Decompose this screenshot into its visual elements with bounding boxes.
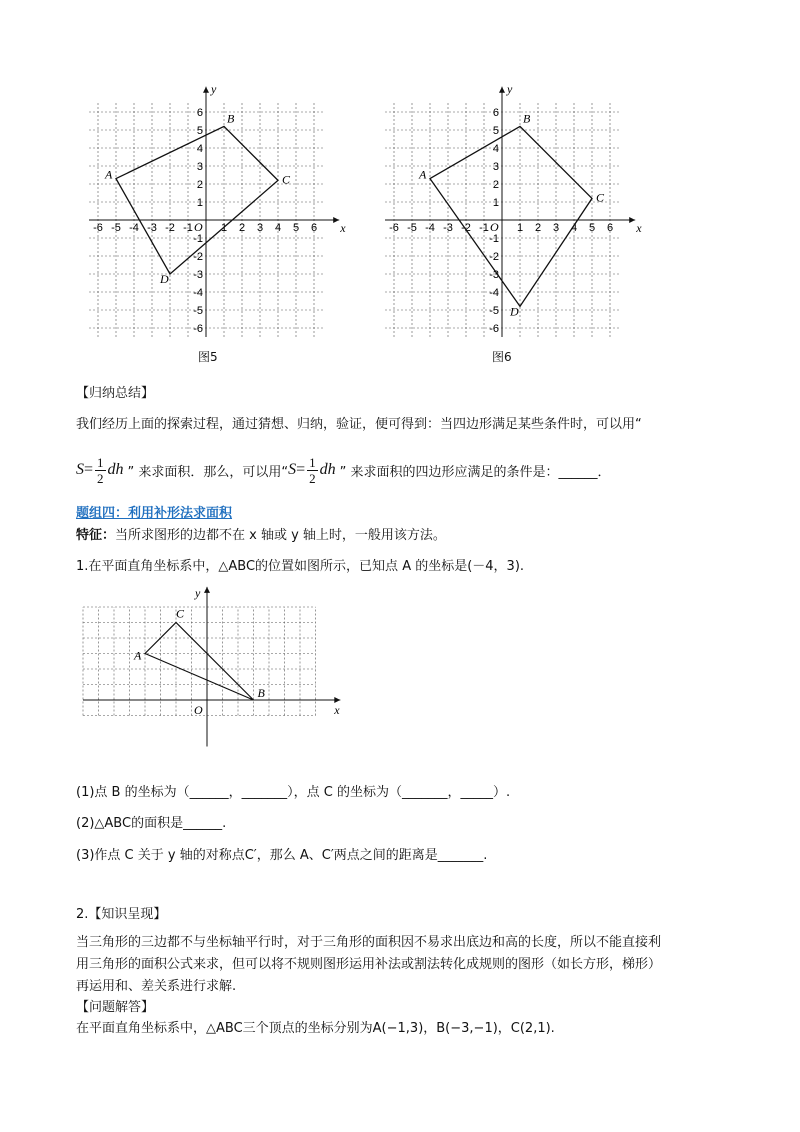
- summary-title: 【归纳总结】: [76, 386, 155, 401]
- x-tick-label: -2: [461, 222, 471, 234]
- vertex-label-a: A: [105, 167, 113, 182]
- x-axis-label: x: [334, 703, 340, 717]
- y-tick-label: 4: [196, 143, 203, 155]
- formula-s-2: S: [288, 461, 297, 478]
- formula-s: S: [76, 461, 84, 478]
- y-tick-label: 3: [196, 161, 203, 173]
- section2-question: 在平面直角坐标系中，△ABC三个顶点的坐标分别为A(−1,3)，B(−3,−1)，C(2,1).: [76, 1021, 555, 1036]
- x-tick-label: 6: [606, 222, 614, 234]
- fraction-numerator: 1: [97, 454, 104, 470]
- y-axis-arrow: [204, 587, 210, 593]
- y-tick-label: 4: [492, 143, 499, 155]
- vertex-label-c: C: [596, 190, 605, 205]
- figure-abc: [72, 578, 362, 753]
- y-tick-label: 5: [492, 125, 499, 137]
- x-tick-label: 3: [552, 222, 560, 234]
- vertex-label-d: D: [510, 304, 519, 319]
- x-tick-label: 3: [256, 222, 264, 234]
- x-tick-label: -6: [389, 222, 399, 234]
- group4-feature: [76, 524, 446, 543]
- x-tick-label: -3: [443, 222, 453, 234]
- y-tick-label: 3: [492, 161, 499, 173]
- x-axis-label: x: [636, 221, 642, 235]
- y-tick-label: -6: [193, 323, 203, 335]
- question-1-3: (3)作点 C 关于 y 轴的对称点C′，那么 A、C′两点之间的距离是_______.: [76, 848, 488, 863]
- grid: [83, 607, 316, 716]
- x-tick-label: 6: [310, 222, 318, 234]
- fraction-denominator-2: 2: [309, 470, 316, 486]
- triangle-abc: [145, 623, 254, 701]
- vertex-label-d: D: [160, 272, 169, 286]
- section2-subtitle: 【问题解答】: [76, 1000, 155, 1015]
- x-tick-label: -6: [93, 222, 103, 234]
- fraction-numerator-2: 1: [309, 454, 316, 470]
- formula-eq-2: =: [296, 461, 306, 478]
- x-tick-label: -2: [165, 222, 175, 234]
- y-axis-label: y: [195, 585, 201, 600]
- y-tick-label: -1: [193, 233, 203, 245]
- x-tick-label: -1: [479, 222, 489, 234]
- y-axis-label: y: [211, 81, 217, 96]
- quadrilateral: [430, 126, 592, 306]
- x-axis-arrow: [333, 217, 339, 223]
- x-tick-label: 2: [534, 222, 542, 234]
- x-tick-label: 1: [220, 222, 228, 234]
- y-tick-label: -6: [489, 323, 499, 335]
- formula-fraction: [95, 455, 106, 486]
- y-tick-label: 2: [492, 179, 499, 191]
- y-tick-label: 2: [196, 179, 203, 191]
- x-tick-label: 4: [570, 222, 578, 234]
- vertex-label-b: B: [257, 686, 265, 700]
- x-tick-label: 5: [292, 222, 300, 234]
- vertex-label-b: B: [227, 111, 235, 126]
- y-tick-label: -2: [193, 251, 203, 263]
- y-tick-label: -1: [489, 233, 499, 245]
- figure-5-caption: 图5: [198, 350, 218, 364]
- y-tick-label: -5: [193, 305, 203, 317]
- y-tick-label: 1: [492, 197, 499, 209]
- y-tick-label: -3: [193, 269, 203, 281]
- y-axis-arrow: [499, 87, 505, 93]
- x-tick-label: -5: [111, 222, 121, 234]
- origin-label: O: [490, 220, 499, 234]
- question-1: 1.在平面直角坐标系中，△ABC的位置如图所示，已知点 A 的坐标是(－4，3).: [76, 559, 525, 574]
- y-tick-label: 6: [492, 107, 499, 119]
- vertex-label-a: A: [134, 648, 142, 663]
- vertex-label-a: A: [419, 167, 427, 182]
- feature-label: 特征：: [76, 528, 116, 543]
- question-1-2: (2)△ABC的面积是______.: [76, 816, 227, 831]
- formula-dh: dh: [107, 461, 124, 478]
- x-tick-label: -1: [183, 222, 193, 234]
- x-tick-label: -4: [425, 222, 435, 234]
- x-tick-label: 4: [274, 222, 282, 234]
- x-tick-label: 2: [238, 222, 246, 234]
- y-tick-label: -2: [489, 251, 499, 263]
- vertex-label-c: C: [176, 606, 185, 621]
- origin-label: O: [194, 703, 203, 717]
- y-tick-label: 5: [196, 125, 203, 137]
- vertex-label-b: B: [523, 111, 531, 126]
- fraction-denominator: 2: [97, 470, 104, 486]
- vertex-label-c: C: [282, 172, 291, 187]
- summary-mid-text: ” 来求面积．那么，可以用“: [127, 464, 289, 480]
- y-axis-label: y: [507, 81, 513, 96]
- figure-6-caption: 图6: [492, 350, 512, 364]
- y-tick-label: -4: [193, 287, 203, 299]
- x-tick-label: 5: [588, 222, 596, 234]
- y-tick-label: 6: [196, 107, 203, 119]
- x-tick-label: 1: [516, 222, 524, 234]
- y-axis-arrow: [203, 87, 209, 93]
- x-tick-label: -5: [407, 222, 417, 234]
- y-tick-label: -3: [489, 269, 499, 281]
- y-tick-label: -4: [489, 287, 499, 299]
- y-tick-label: -5: [489, 305, 499, 317]
- formula-fraction-2: [307, 455, 318, 486]
- x-axis-label: x: [340, 221, 346, 235]
- figure-6: [368, 80, 658, 370]
- x-tick-label: -3: [147, 222, 157, 234]
- group4-heading: 题组四：利用补形法求面积: [76, 506, 233, 521]
- y-tick-label: 1: [196, 197, 203, 209]
- summary-line1: 我们经历上面的探索过程，通过猜想、归纳，验证，便可得到：当四边形满足某些条件时，可以用“: [76, 417, 642, 432]
- formula-eq: =: [84, 461, 94, 478]
- feature-text: 当所求图形的边都不在 x 轴或 y 轴上时，一般用该方法。: [115, 528, 446, 543]
- section2-para2: 用三角形的面积公式来求，但可以将不规则图形运用补法或割法转化成规则的图形（如长方形，梯形）: [76, 957, 662, 972]
- x-axis-arrow: [629, 217, 635, 223]
- figure-5: [72, 80, 362, 370]
- section2-para1: 当三角形的三边都不与坐标轴平行时，对于三角形的面积因不易求出底边和高的长度，所以不能直接利: [76, 935, 662, 950]
- origin-label: O: [194, 220, 203, 234]
- summary-line2: [76, 452, 611, 488]
- section2-para3: 再运用和、差关系进行求解.: [76, 979, 237, 994]
- section2-title: 2.【知识呈现】: [76, 907, 167, 922]
- summary-end-text: ” 来求面积的四边形应满足的条件是：______．: [339, 464, 611, 480]
- question-1-1: (1)点 B 的坐标为（______，_______），点 C 的坐标为（_______，_____）.: [76, 785, 511, 800]
- x-tick-label: -4: [129, 222, 139, 234]
- formula-dh-2: dh: [319, 461, 336, 478]
